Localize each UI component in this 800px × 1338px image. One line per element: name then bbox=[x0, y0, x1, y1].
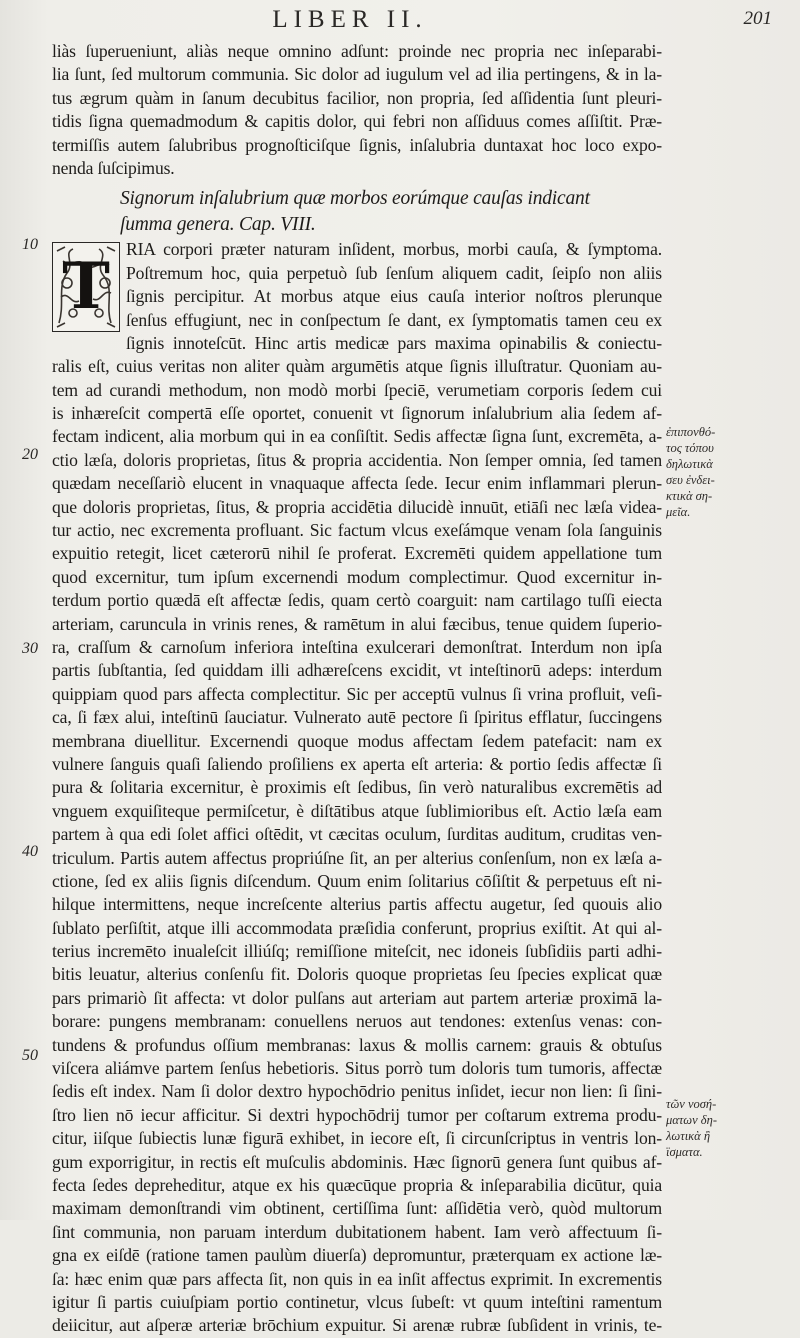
text-line: ralis eſt, cuius veritas non aliter quàm argumētis atque ſignis illuſtratur. Quoniam au- bbox=[52, 356, 662, 377]
text-line: fecta ſedes depreheditur, atque ex his quæcūque propria & inſeparabilia dicūtur, quia bbox=[52, 1174, 662, 1195]
text-line: deiicitur, aut aſperæ arteriæ brōchium expuitur. Si arenæ rubræ ſubſident in vrinis, te- bbox=[52, 1315, 662, 1336]
greek-marginal-note bbox=[666, 1096, 766, 1160]
marginal-line: ϊσματα. bbox=[666, 1145, 703, 1159]
text-line: quippiam quod pars affecta complectitur. Sic per acceptū vulnus ſi vrina profluit, veſi- bbox=[52, 683, 662, 704]
text-line: que doloris proprietas, ſitus, & propria accidētia dilucidè innuūt, etiāſi nec læſa videa- bbox=[52, 496, 662, 517]
text-line: expuitio retegit, licet cæterorū nihil ſe proferat. Excremēti quidem appellatione tum bbox=[52, 543, 662, 564]
marginal-line: ματων δη- bbox=[666, 1113, 717, 1127]
text-line: igitur ſi partis cuiuſpiam portio continetur, vlcus ſubeſt: vt quum inteſtini ramentum bbox=[52, 1291, 662, 1312]
text-line: tus ægrum quàm in ſanum decubitus facilior, non propria, ſed aſſidentia ſunt pleuri- bbox=[52, 87, 662, 108]
text-line: quædam neceſſariò elucent in vnaquaque affecta ſede. Iecur enim inflammari plerun- bbox=[52, 473, 662, 494]
show-through-margin bbox=[696, 618, 786, 728]
text-line: tur actio, nec excrementa profluant. Sic factum vlcus exeſámque venam ſola ſanguinis bbox=[52, 520, 662, 541]
running-title: LIBER II. bbox=[272, 6, 428, 33]
text-line: triculum. Partis autem affectus propriúſne ſit, an per alterius conſenſum, non ex læſa a- bbox=[52, 847, 662, 868]
text-line: vulnere ſanguis quaſi ſaliendo proſiliens ex aperta eſt arteria: & portio ſedis affectæ ſi bbox=[52, 753, 662, 774]
marginal-line: μεῖα. bbox=[666, 505, 691, 519]
marginal-line: δηλωτικὰ bbox=[666, 457, 713, 471]
text-line: fectam indicent, alia morbum qui in ea conſiſtit. Sedis affectæ ſigna ſunt, excremēta, a- bbox=[52, 426, 662, 447]
marginal-line: κτικὰ ση- bbox=[666, 489, 713, 503]
text-line: liàs ſuperueniunt, aliàs neque omnino adſunt: proinde nec propria nec inſeparabi- bbox=[52, 41, 662, 61]
text-line: citur, iiſque ſubiectis lunæ figurā exhibet, in iecore eſt, ſi circunſcriptus in ventris lon- bbox=[52, 1128, 662, 1149]
text-line: membrana diuellitur. Excernendi quoque modus affectam ſedem patefacit: nam ex bbox=[52, 730, 662, 751]
marginal-line: λωτικὰ ἢ bbox=[666, 1129, 711, 1143]
text-line: viſcera aliámve partem ſenſus hebetioris. Situs porrò tum doloris tum tumoris, affectæ bbox=[52, 1058, 662, 1079]
text-line: gna ex eiſdē (ratione tamen paulùm diuerſa) depromuntur, præterquam ex actione læ- bbox=[52, 1245, 662, 1266]
marginal-line: σευ ἐνδει- bbox=[666, 473, 715, 487]
text-line: gum exporrigitur, in rectis eſt muſculis abdominis. Hæc ſignorū genera ſunt quibus af- bbox=[52, 1151, 662, 1172]
text-line: ctio læſa, doloris proprietas, ſitus & propria accidentia. Non ſemper omnia, ſed tamen bbox=[52, 449, 662, 470]
text-line: maximam demonſtrandi vim obtinent, certiſſima ſunt: aſſidētia verò, quòd multorum bbox=[52, 1198, 662, 1219]
text-line: bitis leuatur, alterius conſenſu fit. Doloris quoque proprietas ſeu ſpecies explicat quæ bbox=[52, 964, 662, 985]
text-line: ſtro lien nō iecur afficitur. Si dextri hypochōdrij tumor per coſtarum extrema produ- bbox=[52, 1104, 662, 1125]
line-number: 10 bbox=[22, 236, 38, 253]
text-line: vnguem exquiſiteque permiſcetur, è diſtātibus atque ſublimioribus eſt. Actio læſa eam bbox=[52, 800, 662, 821]
text-line: nenda ſuſcipimus. bbox=[52, 157, 175, 178]
text-line: ſedis eſt index. Nam ſi dolor dextro hypochōdrio penitus inſidet, iecur non lien: ſi ſini- bbox=[52, 1081, 662, 1102]
text-line: borare: pungens membranam: conuellens neruos aut tendones: extenſus venas: con- bbox=[52, 1011, 662, 1032]
paragraph-2 bbox=[52, 355, 662, 1337]
text-line: lia ſunt, ſed multorum communia. Sic dolor ad iugulum vel ad ilia pertingens, & in la- bbox=[52, 64, 662, 85]
text-line: Poſtremum hoc, quia perpetuò ſub ſenſum aliquem cadit, ſeipſo non aliis bbox=[126, 262, 662, 283]
text-line: ſignis innoteſcūt. Hinc artis medicæ pars maxima opinabilis & coniectu- bbox=[126, 332, 662, 353]
text-line: pars primariò ſit affecta: vt dolor pulſans aut arteriam aut partem arteriæ proximā la- bbox=[52, 987, 662, 1008]
initial-letter: T bbox=[62, 249, 110, 325]
text-line: pura & ſolitaria excernitur, è proximis eſt ſedibus, ſin verò naturalibus excremētis ad bbox=[52, 777, 662, 798]
text-line: ca, ſi fæx alui, inteſtinū ſauciatur. Vulnerato autē pectore ſi ſpiritus efflatur, ſuccingens bbox=[52, 707, 662, 728]
text-line: partis ſubſtantia, ſed quiddam illi adhæreſcens excidit, vt inteſtinorū adeps: interdum bbox=[52, 660, 662, 681]
text-line: ſint communia, non paruam interdum dubitationem habent. Iam verò affectuum ſi- bbox=[52, 1221, 662, 1242]
decorated-initial bbox=[52, 242, 120, 332]
text-line: RIA corpori præter naturam inſident, morbus, morbi cauſa, & ſymptoma. bbox=[126, 239, 662, 260]
paragraph-1 bbox=[52, 40, 662, 180]
text-line: ſignis percipitur. At morbus atque eius cauſa interior noſtros plerunque bbox=[126, 286, 662, 307]
text-line: ſublato perſiſtit, atque illi accommodata præſidia conferunt, proprius exiſtit. At qui al- bbox=[52, 917, 662, 938]
marginal-line: ἐπιπονθό- bbox=[666, 425, 716, 439]
text-line: tundens & profundus oſſium membranas: laxus & mollis carnem: grauis & obtuſus bbox=[52, 1034, 662, 1055]
marginal-line: τος τόπου bbox=[666, 441, 714, 455]
line-number: 30 bbox=[22, 640, 38, 657]
text-line: quod excernitur, tum ipſum excernendi modum complectimur. Quod excernitur in- bbox=[52, 566, 662, 587]
text-line: arteriam, caruncula in vrinis renes, & ramētum in alui fæcibus, tenue quidem ſuperio- bbox=[52, 613, 662, 634]
page-number: 201 bbox=[743, 8, 772, 29]
text-line: terdum portio quædā eſt affectæ ſedis, quam certò coarguit: nam cartilago tuſſi eiecta bbox=[52, 590, 662, 611]
text-line: ſenſus effugiunt, nec in conſpectum ſe dant, ex ſymptomatis tamen ceu ex bbox=[126, 309, 662, 330]
text-line: is inhæreſcit compertā eſſe oportet, conuenit vt ſignorum inſalubrium alia ſedem af- bbox=[52, 403, 662, 424]
text-line: tidis ſigna quemadmodum & capitis dolor, qui febri non aſſiduus comes aſſiſtit. Præ- bbox=[52, 111, 662, 132]
chapter-heading: ſumma genera. Cap. VIII. bbox=[120, 214, 316, 236]
running-head bbox=[0, 6, 800, 36]
text-line: ſa: hæc enim quæ pars affecta ſit, non quis in ea inſit affectus exprimit. In excrementis bbox=[52, 1268, 662, 1289]
main-text bbox=[52, 40, 662, 1338]
text-line: tem ad curandi methodum, non modò morbi ſpeciē, verumetiam corporis ſedem cui bbox=[52, 379, 662, 400]
line-number: 50 bbox=[22, 1047, 38, 1064]
text-line: hilque intermittens, neque increſcente alterius partis affectu augetur, ſed quouis alio bbox=[52, 894, 662, 915]
marginal-line: τῶν νοσή- bbox=[666, 1097, 717, 1111]
text-line: ctione, ſed ex aliis ſignis diſcendum. Quum enim ſolitarius cōſiſtit & perpetuus eſt ni- bbox=[52, 870, 662, 891]
greek-marginal-note bbox=[666, 424, 766, 520]
text-line: termiſſis autem ſalubribus prognoſticiſque ſignis, inſalubria duntaxat hoc loco expo- bbox=[52, 134, 662, 155]
line-number: 20 bbox=[22, 446, 38, 463]
text-line: partem à qua edi ſolet affici oſtēdit, vt cæcitas oculum, ſurditas auditum, cruditas ven- bbox=[52, 824, 662, 845]
text-line: terius incremēto inualeſcit illiúſq; remiſſione miteſcit, nec idoneis ſubſidiis parti adhi- bbox=[52, 941, 662, 962]
text-line: ra, craſſum & carnoſum inferiora inteſtina exulcerari demonſtrat. Interdum non ipſa bbox=[52, 636, 662, 657]
chapter-heading: Signorum inſalubrium quæ morbos eorúmque cauſas indicant bbox=[120, 188, 590, 210]
paragraph-2-opening bbox=[52, 238, 662, 355]
line-number: 40 bbox=[22, 843, 38, 860]
